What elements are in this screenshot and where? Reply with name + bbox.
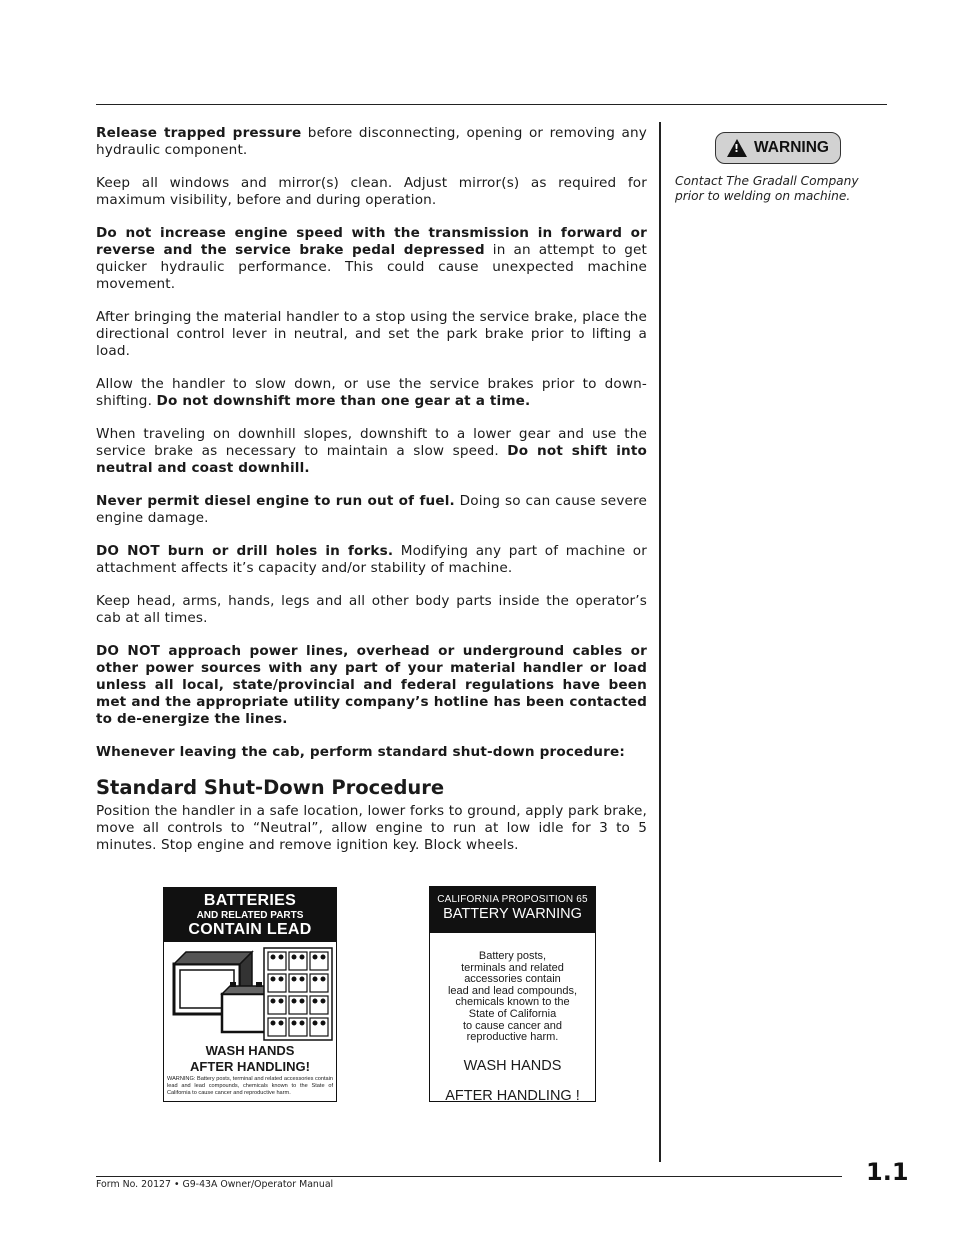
lead-wash-line2: AFTER HANDLING!	[190, 1059, 310, 1074]
safety-paragraph	[96, 744, 647, 761]
bold-text: Never permit diesel engine to run out of fuel.	[96, 493, 455, 509]
page-number: 1.1	[866, 1158, 909, 1186]
prop65-body-line: chemicals known to the	[455, 996, 570, 1009]
lead-label-line2: AND RELATED PARTS	[196, 910, 304, 921]
column-divider	[659, 122, 661, 1162]
prop65-title: BATTERY WARNING	[443, 906, 582, 922]
prop65-body-line: accessories contain	[464, 973, 561, 986]
body-text: Doing so can cause severe engine damage.	[96, 493, 647, 526]
battery-illustration-icon	[164, 942, 336, 1042]
prop65-battery-label	[429, 886, 596, 1102]
bold-text: Do not shift into neutral and coast downhill.	[96, 443, 647, 476]
prop65-body-line: reproductive harm.	[466, 1031, 559, 1044]
bold-text: DO NOT burn or drill holes in forks.	[96, 543, 394, 559]
prop65-body-line: lead and lead compounds,	[447, 984, 578, 997]
body-text: When traveling on downhill slopes, downshift to a lower gear and use the service brake as necessary to maintain a slow speed.	[96, 426, 647, 459]
prop65-subtitle: CALIFORNIA PROPOSITION 65	[437, 894, 588, 905]
prop65-body-line: Battery posts,	[478, 950, 547, 962]
safety-paragraph	[96, 175, 647, 209]
warning-triangle-icon	[727, 139, 747, 157]
section-heading: Standard Shut-Down Procedure	[96, 776, 445, 799]
lead-wash-line1: WASH HANDS	[205, 1043, 295, 1058]
safety-paragraphs	[96, 125, 647, 761]
body-text: in an attempt to get quicker hydraulic performance. This could cause unexpected machine movement.	[96, 242, 647, 292]
lead-label-header	[164, 888, 336, 942]
body-text: Allow the handler to slow down, or use the service brakes prior to down-shifting.	[96, 376, 647, 409]
warning-note: Contact The Gradall Company prior to welding on machine.	[675, 174, 859, 203]
warning-label: WARNING	[754, 139, 829, 156]
section-body: Position the handler in a safe location, lower forks to ground, apply park brake, move all controls to “Neutral”, allow engine to run at low idle for 3 to 5 minutes. Stop engine and remove ignition key. Block wheels.	[96, 803, 647, 853]
safety-paragraph	[96, 493, 647, 527]
prop65-body	[430, 951, 595, 1044]
safety-paragraph	[96, 643, 647, 728]
lead-label-line1: BATTERIES	[203, 892, 297, 909]
bold-text: Do not downshift more than one gear at a time.	[156, 393, 531, 409]
safety-paragraph	[96, 376, 647, 410]
side-column	[675, 132, 890, 204]
safety-paragraph	[96, 309, 647, 360]
prop65-header	[430, 887, 595, 933]
lead-label-line3: CONTAIN LEAD	[188, 921, 312, 938]
main-column	[96, 125, 647, 870]
prop65-body-line: State of California	[468, 1007, 557, 1020]
battery-lead-label	[163, 887, 337, 1102]
body-text: before disconnecting, opening or removing any hydraulic component.	[96, 125, 647, 158]
body-text: After bringing the material handler to a stop using the service brake, place the directional control lever in neutral, and set the park brake prior to lifting a load.	[96, 309, 647, 359]
body-text: Keep head, arms, hands, legs and all other body parts inside the operator’s cab at all times.	[96, 593, 647, 626]
footer-text: Form No. 20127 • G9-43A Owner/Operator Manual	[96, 1179, 334, 1190]
bold-text: Do not increase engine speed with the transmission in forward or reverse and the service brake pedal depressed	[96, 225, 647, 258]
prop65-body-line: terminals and related	[461, 961, 564, 974]
body-text: Modifying any part of machine or attachment affects it’s capacity and/or stability of machine.	[96, 543, 648, 576]
safety-paragraph	[96, 125, 647, 159]
body-text: Keep all windows and mirror(s) clean. Adjust mirror(s) as required for maximum visibility, before and during operation.	[96, 175, 647, 208]
safety-paragraph	[96, 593, 647, 627]
top-rule	[96, 104, 887, 105]
prop65-wash-line2: AFTER HANDLING !	[445, 1087, 580, 1104]
prop65-wash-line1: WASH HANDS	[463, 1057, 562, 1074]
warning-symbol: !	[734, 142, 740, 155]
prop65-body-line: to cause cancer and	[462, 1019, 563, 1032]
safety-paragraph	[96, 426, 647, 477]
bold-text: Release trapped pressure	[96, 125, 302, 141]
bold-text: DO NOT approach power lines, overhead or underground cables or other power sources with any part of your material handler or load unless all local, state/provincial and federal regulations have been met and the appropriate utility company’s hotline has been contacted to de-energize the lines.	[96, 643, 647, 727]
safety-paragraph	[96, 543, 647, 577]
bold-text: Whenever leaving the cab, perform standard shut-down procedure:	[96, 744, 625, 760]
bottom-rule	[96, 1176, 842, 1177]
battery-illustration-svg	[164, 942, 335, 1042]
warning-badge	[715, 132, 841, 164]
lead-fine-print: WARNING: Battery posts, terminal and related accessories contain lead and lead compounds, chemicals known to the State of California to cause cancer and reproductive harm.	[167, 1076, 333, 1096]
safety-paragraph	[96, 225, 647, 293]
